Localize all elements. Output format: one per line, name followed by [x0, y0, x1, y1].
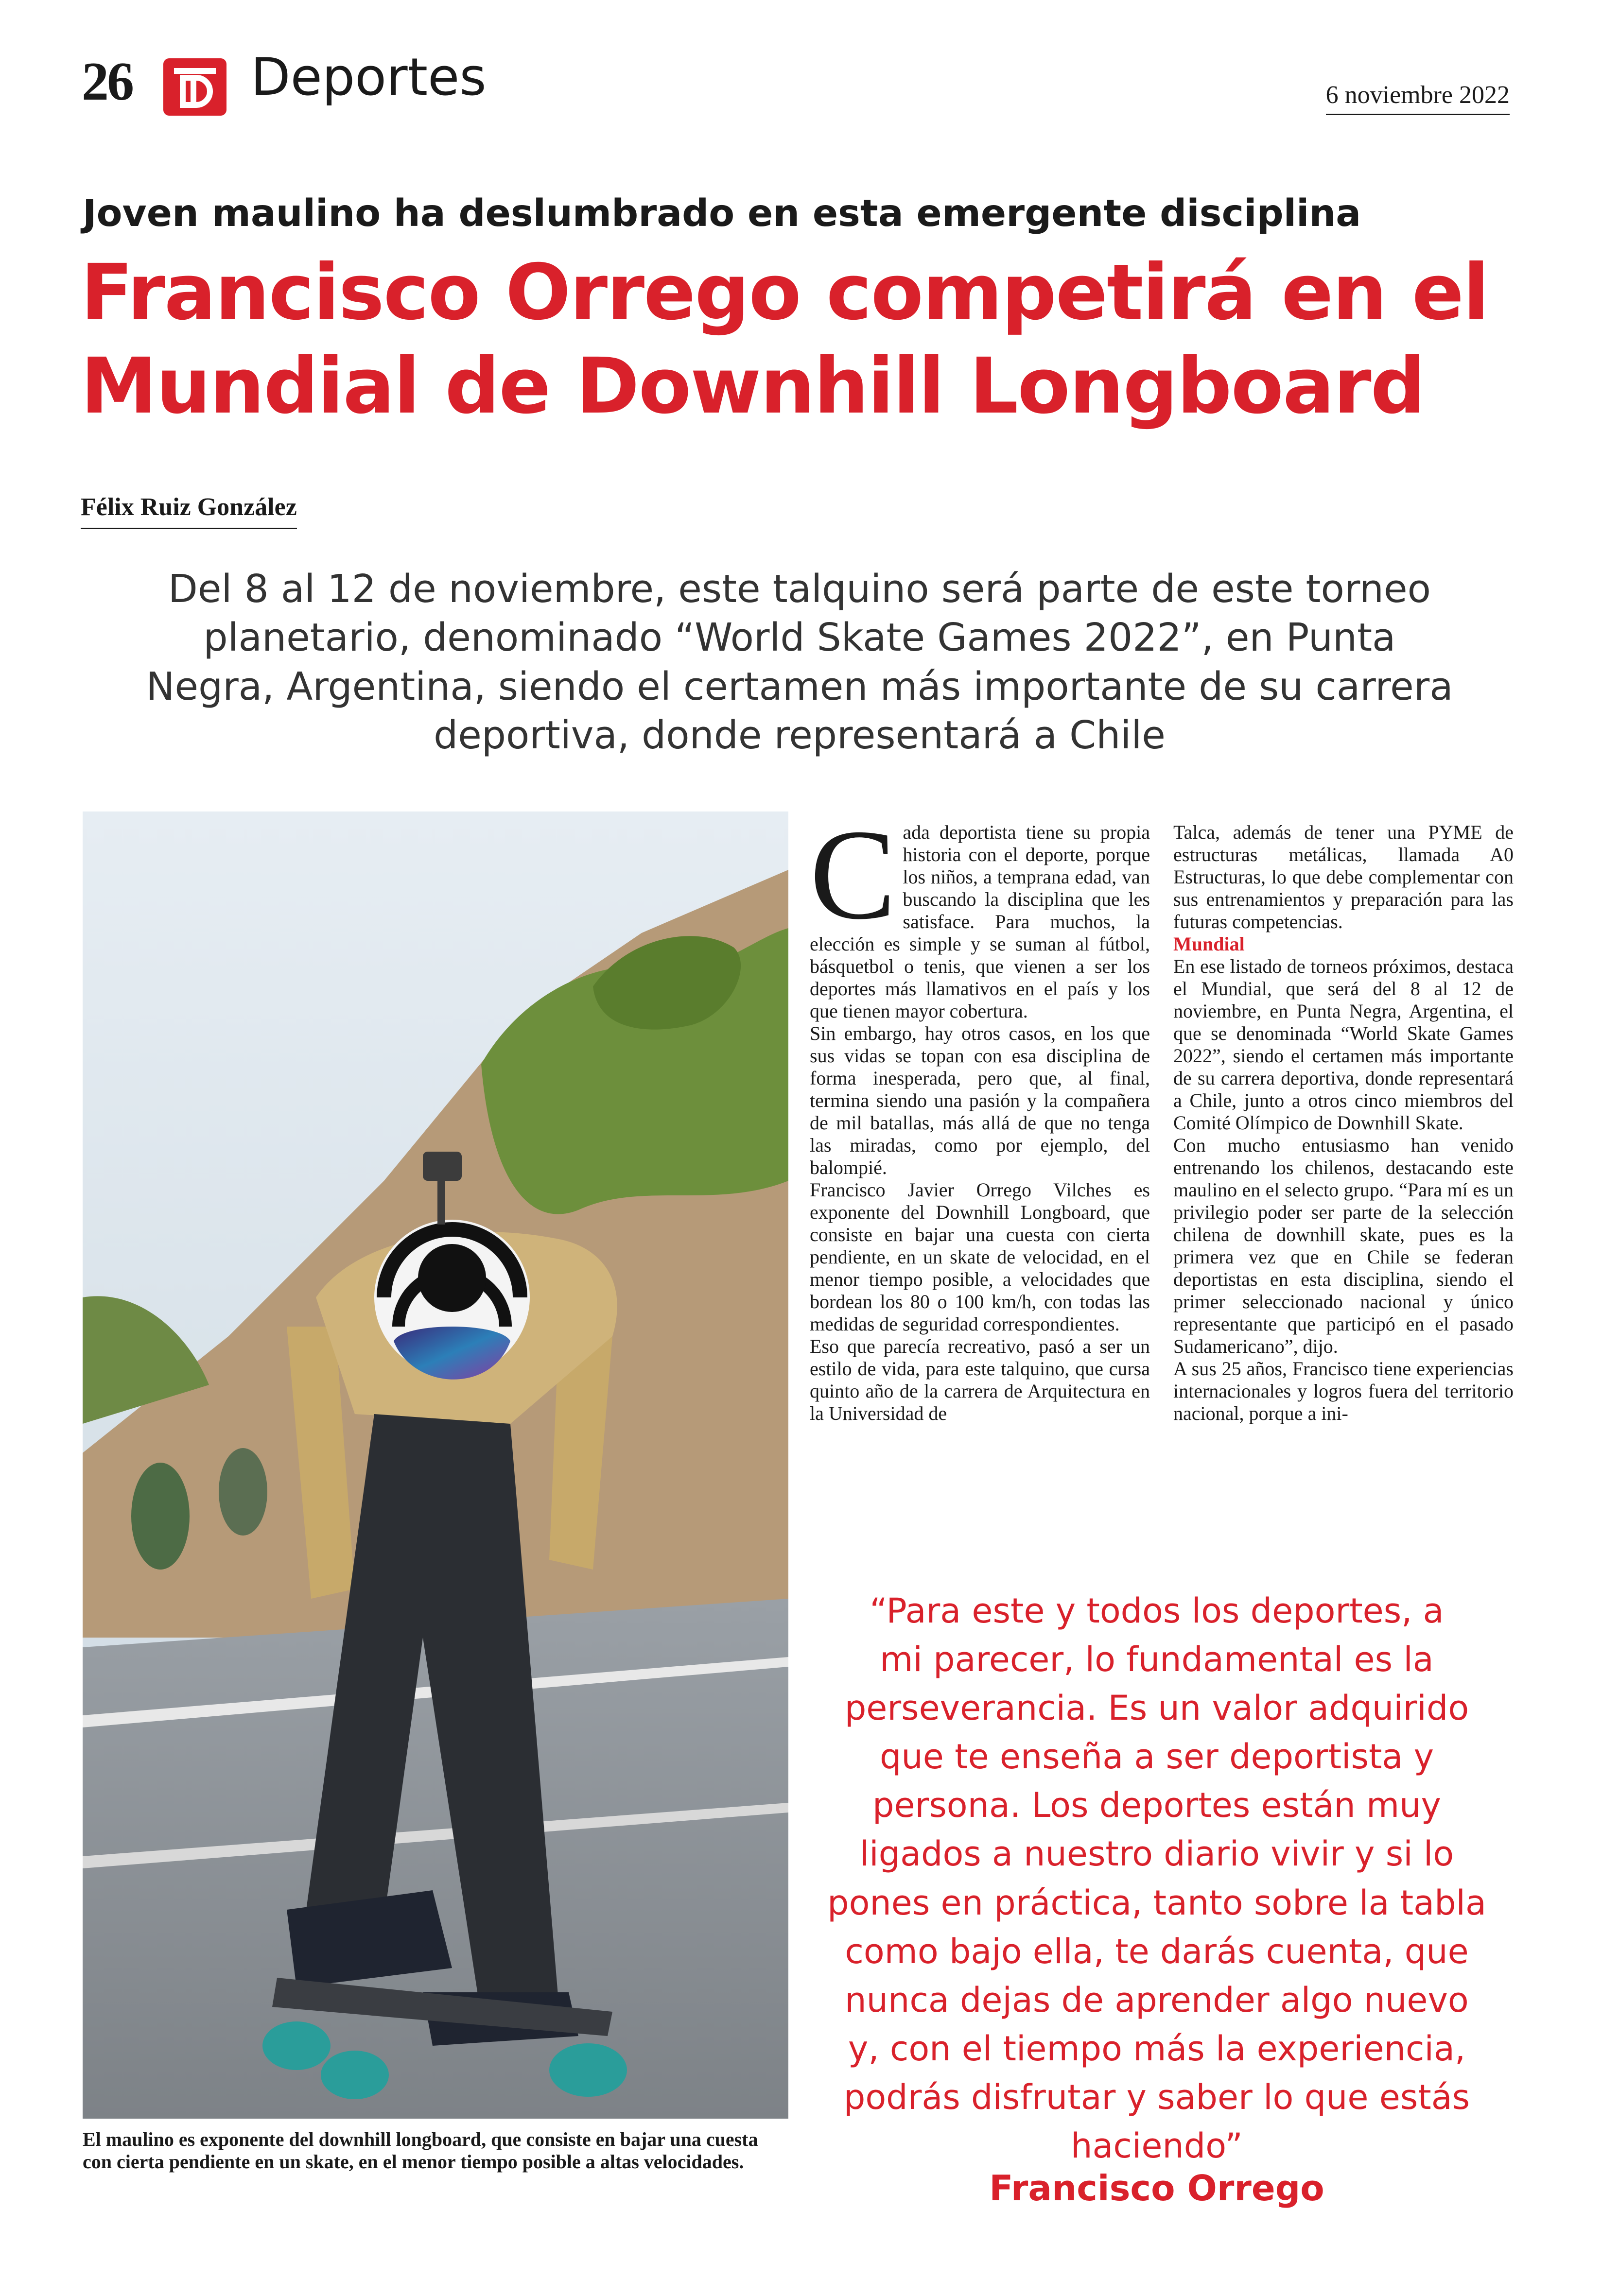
- headline-line: Francisco Orrego competirá en el: [81, 248, 1489, 337]
- body-paragraph: Sin embargo, hay otros casos, en los que sus vidas se topan con esa disciplina de forma inesperada, pero que, al final, termina siendo una pasión y la compañera de mil batallas, más allá de que no tenga las miradas, como por ejemplo, del balompié.: [810, 1022, 1150, 1178]
- article-byline: Félix Ruiz González: [81, 495, 297, 529]
- quote-line: y, con el tiempo más la experiencia,: [848, 2028, 1466, 2069]
- section-name: Deportes: [251, 47, 487, 107]
- body-paragraph: En ese listado de torneos próximos, destaca el Mundial, que será del 8 al 12 de noviembre, en Punta Negra, Argentina, el que se denominada “World Skate Games 2022”, siendo el certamen más importante de su carrera deportiva, donde representará a Chile, junto a otros cinco miembros del Comité Olímpico de Downhill Skate.: [1173, 955, 1514, 1134]
- photo-caption: El maulino es exponente del downhill longboard, que consiste en bajar una cuesta con cierta pendiente en un skate, en el menor tiempo posible a altas velocidades.: [83, 2128, 758, 2173]
- issue-date: 6 noviembre 2022: [1326, 83, 1510, 115]
- body-paragraph: Francisco Javier Orrego Vilches es exponente del Downhill Longboard, que consiste en bajar una cuesta con cierta pendiente, en un skate de velocidad, en el menor tiempo posible, a velocidades que bordean los 80 o 100 km/h, con todas las medidas de seguridad correspondientes.: [810, 1179, 1150, 1335]
- pull-quote: [802, 1587, 1512, 2170]
- diario-d-logo-icon: [163, 58, 226, 116]
- skater-photo: [83, 811, 788, 2119]
- lead-line: Del 8 al 12 de noviembre, este talquino será parte de este torneo: [168, 567, 1431, 611]
- drop-cap: C: [810, 803, 896, 946]
- lead-line: deportiva, donde representará a Chile: [434, 712, 1166, 758]
- article-column-2: [1173, 821, 1514, 1425]
- section-subhead: Mundial: [1173, 933, 1245, 955]
- page-number: 26: [82, 52, 132, 112]
- quote-author: Francisco Orrego: [989, 2168, 1324, 2209]
- body-paragraph: Eso que parecía recreativo, pasó a ser un estilo de vida, para este talquino, que cursa quinto año de la carrera de Arquitectura en la Universidad de: [810, 1335, 1150, 1424]
- body-paragraph: A sus 25 años, Francisco tiene experiencias internacionales y logros fuera del territorio nacional, porque a ini-: [1173, 1358, 1514, 1424]
- quote-line: podrás disfrutar y saber lo que estás: [843, 2077, 1470, 2117]
- body-paragraph: ada deportista tiene su propia historia con el deporte, porque los niños, a temprana edad, van buscando la disciplina que les satisface. Para muchos, la elección es simple y se suman al fútbol, básquetbol o tenis, que vienen a ser los deportes más llamativos en el país y los que tienen mayor cobertura.: [810, 821, 1150, 1022]
- article-headline: [81, 246, 1539, 433]
- article-kicker: Joven maulino ha deslumbrado en esta emergente disciplina: [83, 192, 1361, 235]
- quote-line: haciendo”: [1071, 2126, 1243, 2166]
- quote-line: persona. Los deportes están muy: [872, 1785, 1441, 1826]
- lead-line: Negra, Argentina, siendo el certamen más importante de su carrera: [146, 664, 1453, 709]
- quote-line: perseverancia. Es un valor adquirido: [844, 1688, 1469, 1728]
- body-paragraph: Talca, además de tener una PYME de estructuras metálicas, llamada A0 Estructuras, lo que debe complementar con sus entrenamientos y preparación para las futuras competencias.: [1173, 821, 1514, 932]
- quote-line: como bajo ella, te darás cuenta, que: [845, 1931, 1469, 1971]
- quote-line: “Para este y todos los deportes, a: [870, 1591, 1444, 1631]
- quote-line: ligados a nuestro diario vivir y si lo: [859, 1834, 1454, 1874]
- quote-line: que te enseña a ser deportista y: [880, 1737, 1434, 1777]
- article-column-1: [810, 803, 1150, 1425]
- headline-line: Mundial de Downhill Longboard: [81, 341, 1425, 431]
- quote-line: nunca dejas de aprender algo nuevo: [845, 1980, 1469, 2020]
- article-lead: [83, 565, 1516, 760]
- quote-line: mi parecer, lo fundamental es la: [880, 1640, 1434, 1680]
- lead-line: planetario, denominado “World Skate Games 2022”, en Punta: [203, 615, 1396, 660]
- quote-line: pones en práctica, tanto sobre la tabla: [827, 1882, 1486, 1923]
- body-paragraph: Con mucho entusiasmo han venido entrenando los chilenos, destacando este maulino en el selecto grupo. “Para mí es un privilegio poder ser parte de la selección chilena de downhill skate, pues es la primera vez que en Chile se federan deportistas en esta disciplina, siendo el primer seleccionado nacional y único representante que participó en el pasado Sudamericano”, dijo.: [1173, 1134, 1514, 1357]
